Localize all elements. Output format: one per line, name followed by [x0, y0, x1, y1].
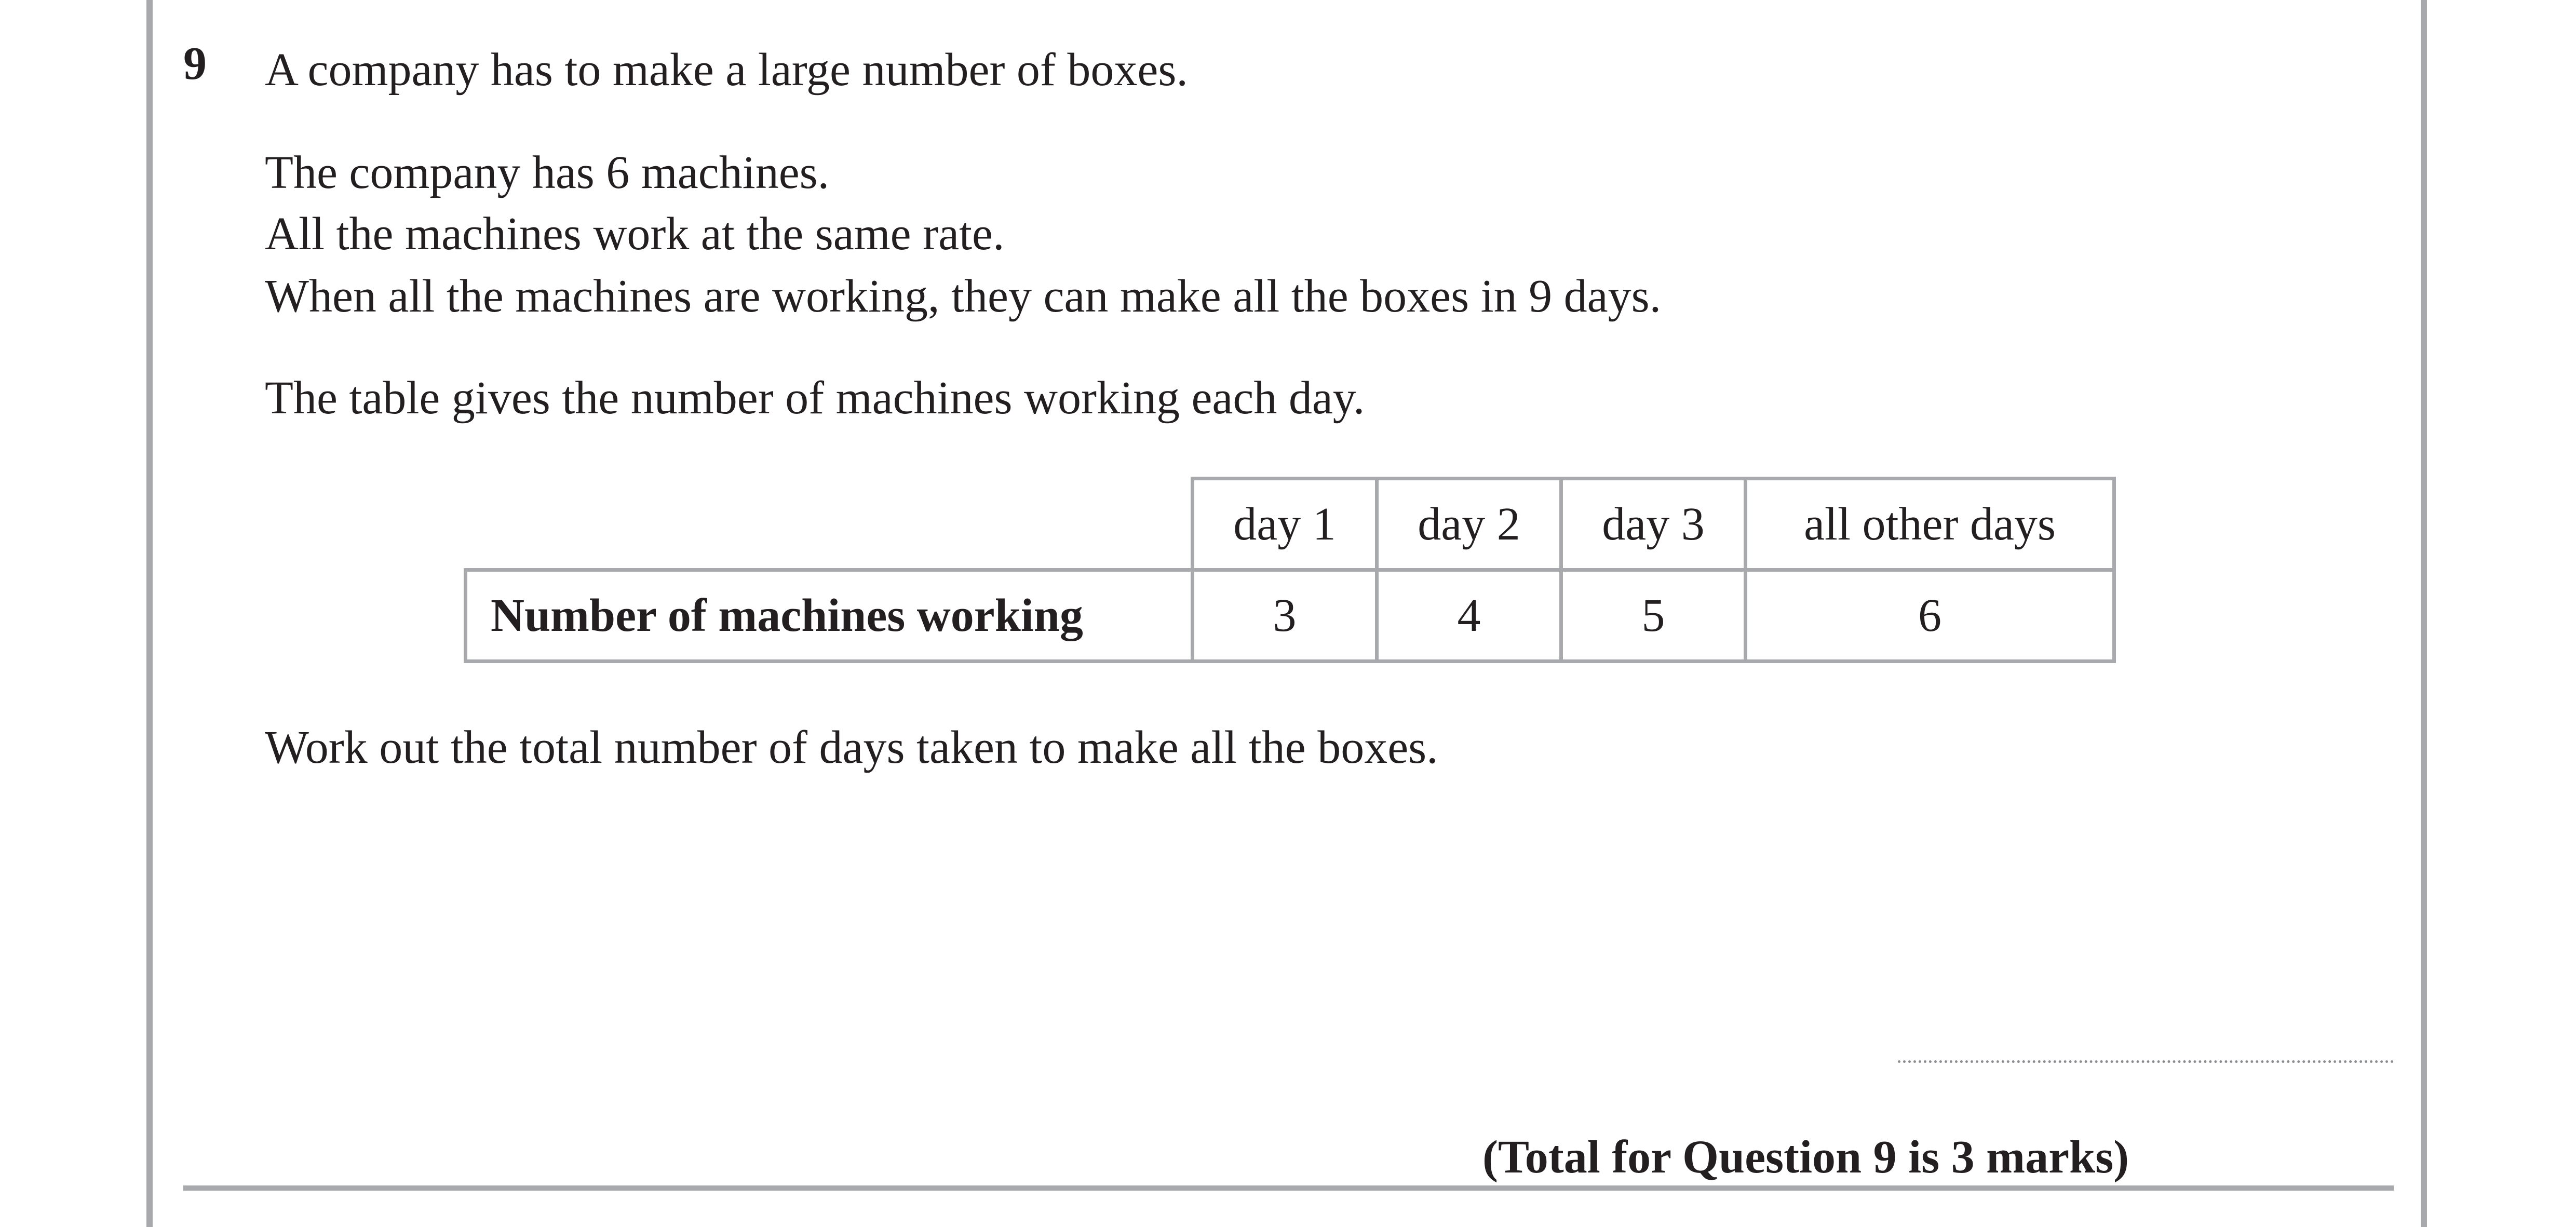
table-header-day-3: day 3: [1561, 479, 1746, 570]
machines-table: [464, 477, 2116, 663]
table-header-other-days: all other days: [1746, 479, 2114, 570]
rate-statement: All the machines work at the same rate.: [265, 208, 1005, 260]
table-header-day-2: day 2: [1377, 479, 1561, 570]
table-cell-day-2: 4: [1377, 570, 1561, 662]
question-intro: A company has to make a large number of boxes.: [265, 44, 1188, 96]
page-border-right: [2421, 0, 2427, 1227]
total-marks: (Total for Question 9 is 3 marks): [1482, 1131, 2129, 1183]
table-intro: The table gives the number of machines working each day.: [265, 372, 1365, 424]
days-statement: When all the machines are working, they can make all the boxes in 9 days.: [265, 271, 1662, 322]
table-cell-day-3: 5: [1561, 570, 1746, 662]
table-row-label: Number of machines working: [466, 570, 1193, 662]
machines-statement: The company has 6 machines.: [265, 147, 830, 198]
table-header-row: [466, 479, 2114, 570]
table-header-day-1: day 1: [1193, 479, 1377, 570]
page-border-left: [146, 0, 153, 1227]
question-number: 9: [183, 38, 207, 89]
table-corner-cell: [466, 479, 1193, 570]
table-row: [466, 570, 2114, 662]
bottom-divider: [183, 1185, 2394, 1191]
table-cell-day-1: 3: [1193, 570, 1377, 662]
table-cell-other-days: 6: [1746, 570, 2114, 662]
question-task: Work out the total number of days taken to make all the boxes.: [265, 722, 1438, 773]
answer-line[interactable]: [1898, 1060, 2394, 1063]
